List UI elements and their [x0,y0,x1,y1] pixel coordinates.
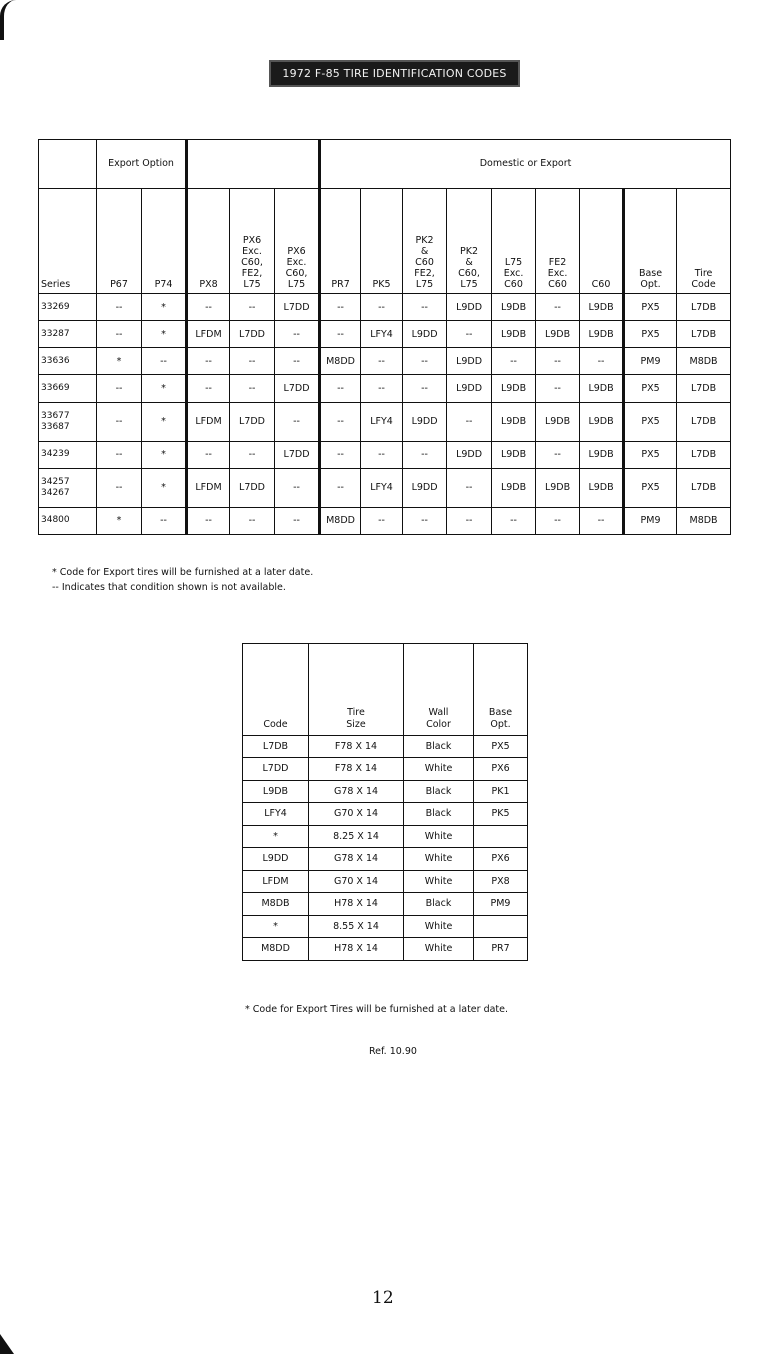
table-cell: -- [275,321,320,348]
table-cell: L7DB [677,294,731,321]
table-cell: -- [187,348,230,375]
table-cell: -- [320,441,361,468]
legend-cell: H78 X 14 [309,893,404,916]
legend-cell: L7DB [243,735,309,758]
table-cell: L9DB [580,468,624,507]
footnote-export: * Code for Export tires will be furnished at a later date. [52,567,314,578]
table-cell: LFDM [187,468,230,507]
legend-row [243,893,528,916]
table-cell: -- [361,375,403,402]
table-cell: -- [320,402,361,441]
series-cell: 33269 [39,294,97,321]
series-cell: 34257 34267 [39,468,97,507]
legend-row [243,915,528,938]
table-cell: -- [403,507,447,534]
column-header-c60-12: C60 [580,188,624,293]
table-cell: -- [230,294,275,321]
legend-cell: G78 X 14 [309,780,404,803]
table-cell: -- [492,507,536,534]
column-header-p74-2: P74 [142,188,187,293]
legend-cell: PK5 [474,803,528,826]
table-row [39,507,731,534]
table-cell: -- [275,468,320,507]
table-cell: L7DD [230,402,275,441]
table-cell: PX5 [624,441,677,468]
table-cell: PX5 [624,402,677,441]
legend-cell: White [404,825,474,848]
series-cell: 33677 33687 [39,402,97,441]
legend-cell: Black [404,735,474,758]
table-cell: * [142,468,187,507]
table-row [39,441,731,468]
table-cell: L7DB [677,375,731,402]
table-cell: L9DB [492,321,536,348]
column-header-tire-14: Tire Code [677,188,731,293]
table-cell: -- [447,507,492,534]
header-export-option: Export Option [97,140,187,189]
table-cell: -- [580,507,624,534]
legend-cell: PM9 [474,893,528,916]
legend-header-code: Code [243,644,309,736]
legend-cell: White [404,915,474,938]
column-header-pk2-9: PK2 & C60, L75 [447,188,492,293]
column-header-px6-5: PX6 Exc. C60, L75 [275,188,320,293]
series-cell: 34239 [39,441,97,468]
legend-cell: F78 X 14 [309,758,404,781]
table-cell: M8DD [320,348,361,375]
legend-cell [474,915,528,938]
table-cell: L7DD [230,468,275,507]
table-cell: -- [275,348,320,375]
legend-cell: PX8 [474,870,528,893]
table-cell: -- [320,294,361,321]
table-cell: -- [230,348,275,375]
table-cell: * [142,402,187,441]
legend-cell: L7DD [243,758,309,781]
table-cell: LFY4 [361,468,403,507]
table-cell: -- [230,507,275,534]
table-cell: L9DB [492,441,536,468]
header-column-row [39,188,731,293]
table-cell: L9DB [580,294,624,321]
legend-cell: White [404,938,474,961]
table-cell: L9DB [536,468,580,507]
table-cell: -- [403,294,447,321]
table-cell: PX5 [624,375,677,402]
table-cell: -- [536,294,580,321]
table-cell: -- [447,468,492,507]
table-cell: L9DD [447,294,492,321]
legend-cell: PK1 [474,780,528,803]
column-header-p67-1: P67 [97,188,142,293]
table-cell: -- [275,402,320,441]
table-cell: L9DD [447,375,492,402]
legend-cell: LFDM [243,870,309,893]
table-cell: -- [492,348,536,375]
legend-row [243,735,528,758]
table-row [39,321,731,348]
legend-cell: L9DD [243,848,309,871]
table-cell: L9DB [492,468,536,507]
table-cell: * [142,441,187,468]
table-row [39,348,731,375]
table-cell: L9DD [403,402,447,441]
table-cell: * [97,507,142,534]
scan-edge-top [0,0,16,40]
table-cell: -- [361,294,403,321]
legend-cell: LFY4 [243,803,309,826]
legend-cell: M8DD [243,938,309,961]
page-title: 1972 F-85 TIRE IDENTIFICATION CODES [269,60,520,87]
legend-cell: Black [404,780,474,803]
table-cell: L7DB [677,468,731,507]
table-cell: L7DB [677,441,731,468]
table-cell: LFDM [187,321,230,348]
legend-row [243,825,528,848]
table-cell: -- [97,402,142,441]
footnote-not-available: -- Indicates that condition shown is not available. [52,582,286,593]
legend-cell: PX6 [474,758,528,781]
tire-code-legend-table [242,643,528,961]
table-cell: -- [97,375,142,402]
legend-cell: 8.55 X 14 [309,915,404,938]
table-row [39,375,731,402]
legend-cell: Black [404,803,474,826]
series-cell: 34800 [39,507,97,534]
column-header-pr7-6: PR7 [320,188,361,293]
table-cell: L7DD [275,441,320,468]
table-cell: -- [97,468,142,507]
table-row [39,468,731,507]
legend-row [243,803,528,826]
legend-cell: G70 X 14 [309,870,404,893]
table-cell: PM9 [624,348,677,375]
legend-header-tire: Tire Size [309,644,404,736]
table-cell: PX5 [624,468,677,507]
series-tire-code-table [38,139,731,535]
table-cell: -- [536,348,580,375]
header-group-row [39,140,731,189]
legend-cell: White [404,870,474,893]
table-cell: -- [536,441,580,468]
legend-cell: White [404,758,474,781]
table-cell: -- [320,321,361,348]
legend-cell: G70 X 14 [309,803,404,826]
legend-cell: White [404,848,474,871]
legend-row [243,780,528,803]
table-cell: -- [361,441,403,468]
table-cell: * [142,375,187,402]
table-cell: -- [320,375,361,402]
table-cell: M8DB [677,507,731,534]
table-row [39,402,731,441]
table-cell: PX5 [624,294,677,321]
legend-header-wall: Wall Color [404,644,474,736]
table-cell: L9DD [447,441,492,468]
legend-header-row [243,644,528,736]
table-cell: -- [97,294,142,321]
table-cell: -- [275,507,320,534]
legend-cell: * [243,915,309,938]
table-cell: LFDM [187,402,230,441]
table-cell: L7DB [677,402,731,441]
table-cell: L9DB [580,375,624,402]
series-cell: 33287 [39,321,97,348]
footnotes [52,565,313,595]
table-cell: -- [97,441,142,468]
column-header-l75-10: L75 Exc. C60 [492,188,536,293]
legend-cell: G78 X 14 [309,848,404,871]
header-domestic-or-export: Domestic or Export [320,140,731,189]
table-cell: L9DB [492,375,536,402]
table-cell: -- [361,348,403,375]
table-cell: -- [97,321,142,348]
legend-row [243,870,528,893]
table-cell: -- [403,441,447,468]
legend-row [243,938,528,961]
table-cell: -- [187,375,230,402]
column-header-px8-3: PX8 [187,188,230,293]
legend-footnote: * Code for Export Tires will be furnished at a later date. [245,1004,509,1015]
legend-cell: PX5 [474,735,528,758]
table-cell: -- [230,375,275,402]
legend-cell: PR7 [474,938,528,961]
table-cell: L7DD [230,321,275,348]
column-header-base-13: Base Opt. [624,188,677,293]
table-cell: -- [447,321,492,348]
table-cell: * [142,294,187,321]
table-cell: -- [447,402,492,441]
table-cell: -- [361,507,403,534]
scan-edge-bottom [0,1334,14,1354]
legend-row [243,848,528,871]
legend-cell: L9DB [243,780,309,803]
page-number: 12 [372,1288,394,1308]
legend-cell: Black [404,893,474,916]
legend-header-base: Base Opt. [474,644,528,736]
legend-row [243,758,528,781]
table-cell: -- [142,348,187,375]
table-cell: L7DB [677,321,731,348]
column-header-fe2-11: FE2 Exc. C60 [536,188,580,293]
header-blank-group [187,140,320,189]
header-corner [39,140,97,189]
table-cell: LFY4 [361,321,403,348]
legend-cell: F78 X 14 [309,735,404,758]
table-cell: -- [187,294,230,321]
legend-cell: PX6 [474,848,528,871]
table-cell: -- [580,348,624,375]
table-cell: -- [403,375,447,402]
legend-cell: 8.25 X 14 [309,825,404,848]
table-cell: * [97,348,142,375]
column-header-px6-4: PX6 Exc. C60, FE2, L75 [230,188,275,293]
table-cell: L9DB [492,294,536,321]
table-cell: L9DB [580,441,624,468]
table-cell: -- [536,507,580,534]
table-cell: L7DD [275,375,320,402]
table-cell: PM9 [624,507,677,534]
series-cell: 33669 [39,375,97,402]
table-cell: -- [187,441,230,468]
table-cell: L9DD [403,321,447,348]
table-cell: PX5 [624,321,677,348]
table-cell: -- [536,375,580,402]
table-cell: M8DD [320,507,361,534]
column-header-pk5-7: PK5 [361,188,403,293]
legend-cell: H78 X 14 [309,938,404,961]
table-cell: L9DB [536,402,580,441]
table-cell: -- [320,468,361,507]
table-cell: -- [142,507,187,534]
table-cell: M8DB [677,348,731,375]
table-cell: L9DB [580,402,624,441]
table-cell: * [142,321,187,348]
table-cell: -- [187,507,230,534]
column-header-series-0: Series [39,188,97,293]
table-cell: L7DD [275,294,320,321]
table-cell: -- [230,441,275,468]
legend-cell: * [243,825,309,848]
reference-number: Ref. 10.90 [369,1046,417,1057]
table-cell: L9DB [492,402,536,441]
table-cell: L9DB [580,321,624,348]
legend-cell: M8DB [243,893,309,916]
table-cell: -- [403,348,447,375]
table-cell: L9DD [447,348,492,375]
column-header-pk2-8: PK2 & C60 FE2, L75 [403,188,447,293]
legend-cell [474,825,528,848]
series-cell: 33636 [39,348,97,375]
table-cell: L9DB [536,321,580,348]
table-row [39,294,731,321]
table-cell: L9DD [403,468,447,507]
table-cell: LFY4 [361,402,403,441]
